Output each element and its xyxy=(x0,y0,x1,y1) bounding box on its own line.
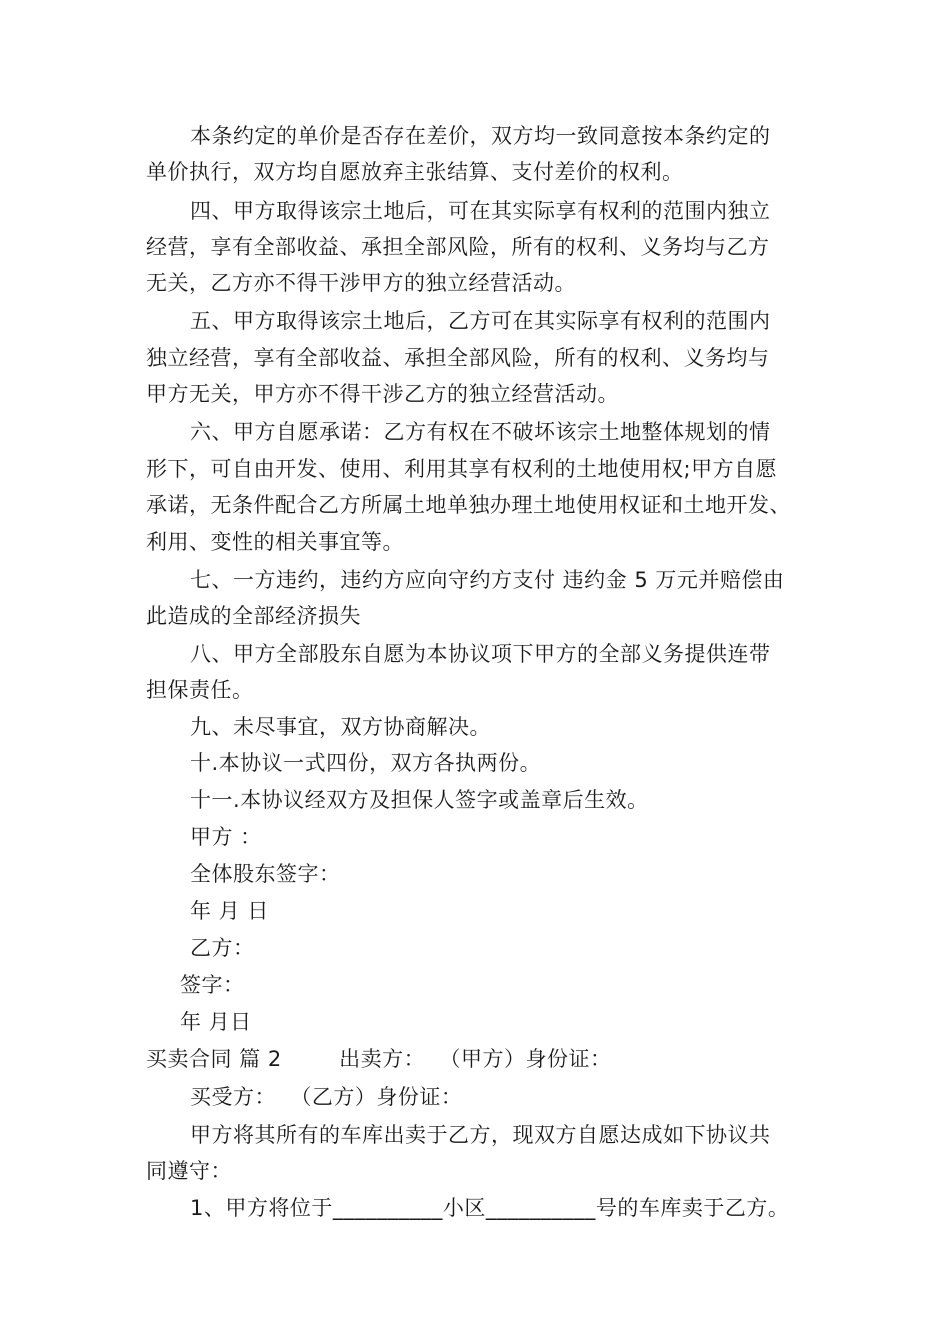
signature-shareholders-label: 全体股东签字： xyxy=(190,862,341,886)
signature-date-label: 年 月日 xyxy=(180,1010,252,1034)
paragraph-line: 甲方无关，甲方亦不得干涉乙方的独立经营活动。 xyxy=(146,382,619,406)
paragraph-line: 六、甲方自愿承诺：乙方有权在不破坏该宗土地整体规划的情 xyxy=(190,420,771,444)
paragraph-line: 经营，享有全部收益、承担全部风险，所有的权利、义务均与乙方 xyxy=(146,235,770,259)
paragraph-line: 承诺，无条件配合乙方所属土地单独办理土地使用权证和土地开发、 xyxy=(146,493,791,517)
paragraph-line: 单价执行，双方均自愿放弃主张结算、支付差价的权利。 xyxy=(146,160,684,184)
paragraph-line: 本条约定的单价是否存在差价，双方均一致同意按本条约定的 xyxy=(190,124,771,148)
paragraph-line: 无关，乙方亦不得干涉甲方的独立经营活动。 xyxy=(146,271,576,295)
signature-party-b-label: 乙方： xyxy=(190,936,255,960)
paragraph-line: 十一.本协议经双方及担保人签字或盖章后生效。 xyxy=(190,788,649,812)
paragraph-line: 同遵守： xyxy=(146,1159,232,1183)
paragraph-line: 利用、变性的相关事宜等。 xyxy=(146,530,404,554)
paragraph-line: 五、甲方取得该宗土地后，乙方可在其实际享有权利的范围内 xyxy=(190,309,771,333)
paragraph-line: 此造成的全部经济损失 xyxy=(146,604,361,628)
paragraph-line: 买受方： （乙方）身份证： xyxy=(190,1085,463,1109)
contract-heading-line: 买卖合同 篇 2 出卖方： （甲方）身份证： xyxy=(146,1047,612,1071)
paragraph-line: 担保责任。 xyxy=(146,678,254,702)
paragraph-line: 独立经营，享有全部收益、承担全部风险，所有的权利、义务均与 xyxy=(146,346,770,370)
paragraph-line: 甲方将其所有的车库出卖于乙方，现双方自愿达成如下协议共 xyxy=(190,1123,771,1147)
paragraph-line: 九、未尽事宜，双方协商解决。 xyxy=(190,715,491,739)
paragraph-line: 十.本协议一式四份，双方各执两份。 xyxy=(190,751,542,775)
paragraph-line: 八、甲方全部股东自愿为本协议项下甲方的全部义务提供连带 xyxy=(190,642,771,666)
signature-party-a-label: 甲方 ： xyxy=(190,825,262,849)
paragraph-line: 形下，可自由开发、使用、利用其享有权利的土地使用权;甲方自愿 xyxy=(146,457,778,481)
paragraph-line: 四、甲方取得该宗土地后，可在其实际享有权利的范围内独立 xyxy=(190,199,771,223)
paragraph-line: 七、一方违约，违约方应向守约方支付 违约金 5 万元并赔偿由 xyxy=(190,568,785,592)
paragraph-line: 1、甲方将位于__________小区__________号的车库卖于乙方。 xyxy=(190,1196,790,1220)
signature-date-label: 年 月 日 xyxy=(190,899,269,923)
signature-label: 签字： xyxy=(180,973,245,997)
